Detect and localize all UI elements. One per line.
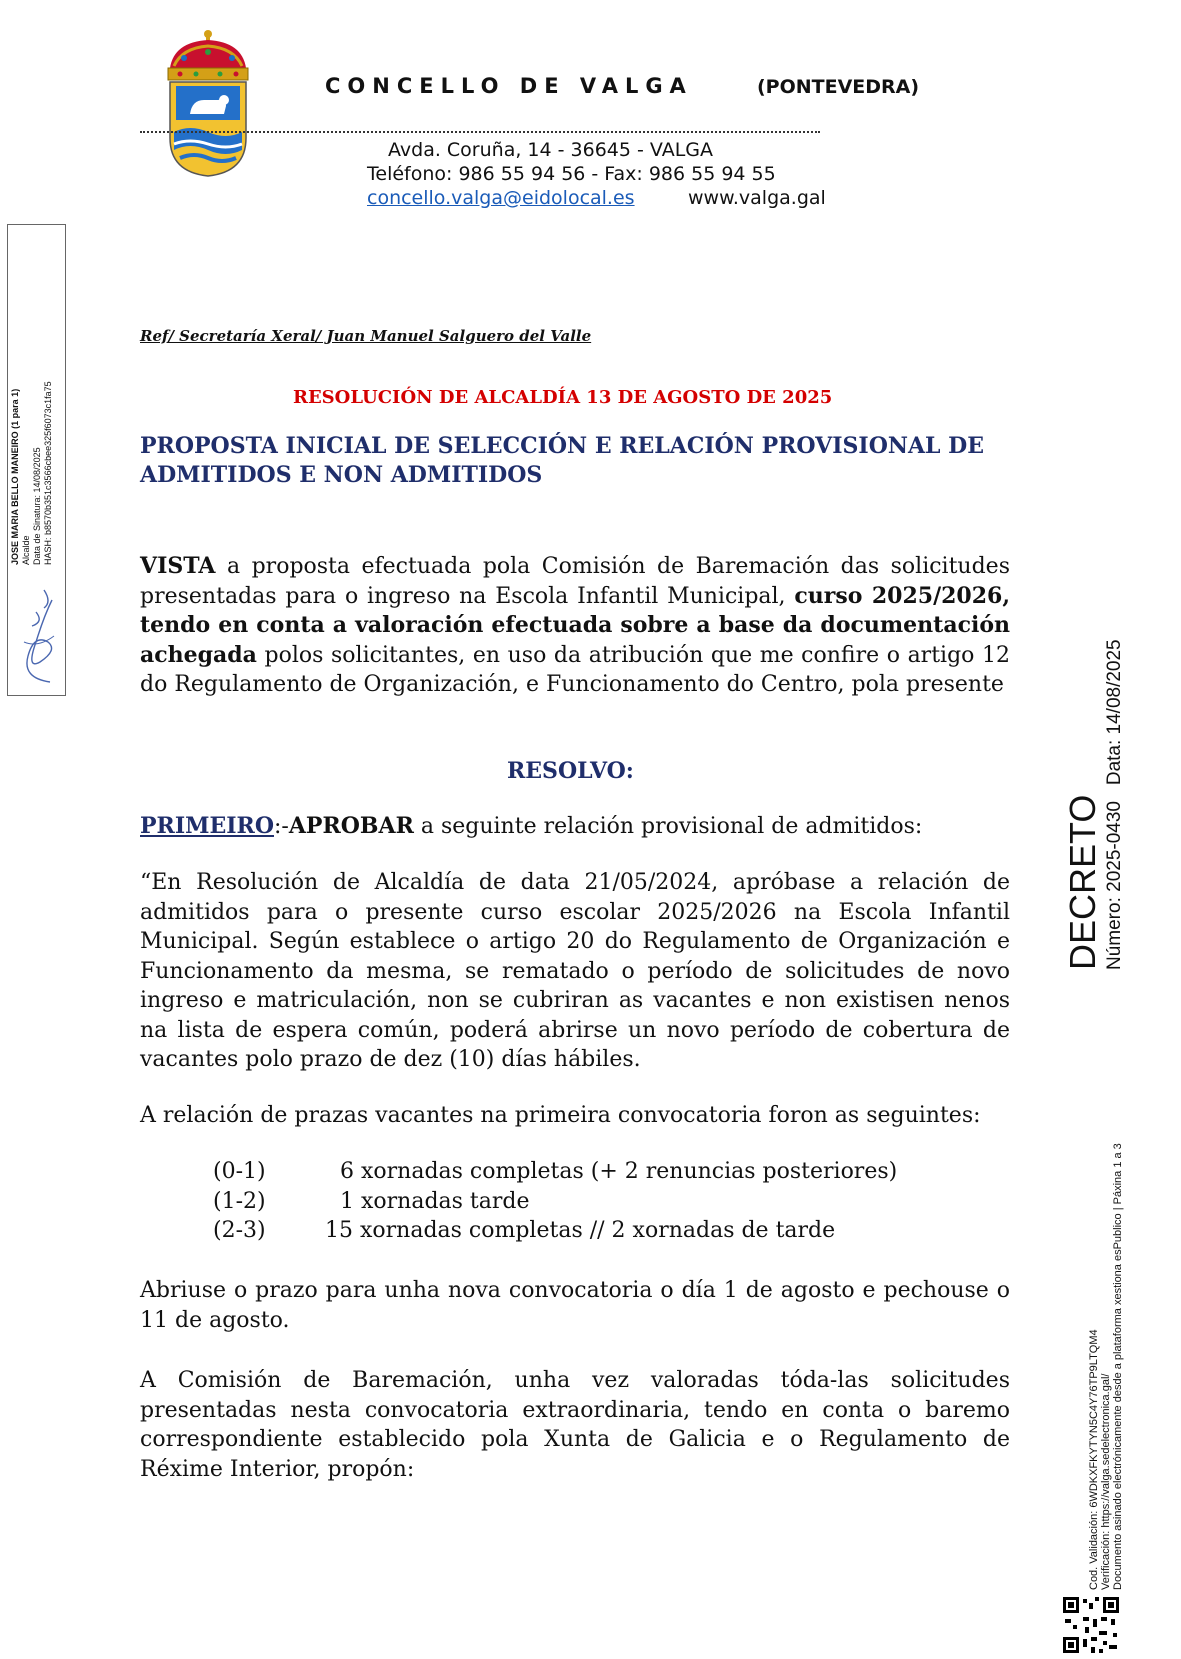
main-title: PROPOSTA INICIAL DE SELECCIÓN E RELACIÓN PROVISIONAL DE ADMITIDOS E NON ADMITIDOS xyxy=(140,433,985,488)
contact-website: www.valga.gal xyxy=(688,187,826,209)
paragraph-vacantes-intro: A relación de prazas vacantes na primeira convocatoria foron as seguintes: xyxy=(140,1103,981,1128)
signature-details xyxy=(10,335,54,565)
document-reference: Ref/ Secretaría Xeral/ Juan Manuel Salguero del Valle xyxy=(140,327,592,345)
org-province: (PONTEVEDRA) xyxy=(757,76,920,98)
paragraph-primeiro xyxy=(140,812,1010,842)
contact-email-link[interactable]: concello.valga@eidolocal.es xyxy=(367,187,635,209)
validation-info xyxy=(1088,1143,1124,1590)
signer-role: Alcalde xyxy=(21,535,31,565)
qr-code-image xyxy=(1061,1595,1121,1655)
contact-phone: Teléfono: 986 55 94 56 - Fax: 986 55 94 55 xyxy=(367,163,776,185)
decree-stamp xyxy=(1063,639,1127,970)
paragraph-vista xyxy=(140,552,1010,700)
primeiro-separator: :- xyxy=(273,814,289,839)
decree-number: Número: 2025-0430 xyxy=(1104,801,1125,970)
vacancy-age-1: (1-2) xyxy=(213,1189,266,1214)
primeiro-label: PRIMEIRO xyxy=(140,813,274,839)
vista-text-2: polos solicitantes, en uso da atribución que me confire o artigo 12 do Regulamento de Organización, e Funcionamento do Centro, pola presente xyxy=(140,642,1010,697)
org-name: CONCELLO DE VALGA xyxy=(325,74,693,98)
resolution-title: RESOLUCIÓN DE ALCALDÍA 13 DE AGOSTO DE 2025 xyxy=(293,387,833,408)
vista-text-1: a proposta efectuada pola Comisión de Baremación das solicitudes presentadas para o ingreso na Escola Infantil Municipal, xyxy=(140,554,1010,609)
decree-number-date xyxy=(1103,639,1127,970)
resolvo-heading: RESOLVO: xyxy=(507,758,634,784)
paragraph-comision: A Comisión de Baremación, unha vez valoradas tóda-las solicitudes presentadas nesta convocatoria extraordinaria, tendo en conta o baremo correspondiente establecido pola Xunta de Galicia e o Regulamento de Réxime Interior, propón: xyxy=(140,1368,1010,1482)
vista-bold-text: curso 2025/2026, tendo en conta a valoración efectuada sobre a base da documentación achegada xyxy=(140,582,1010,668)
primeiro-text: a seguinte relación provisional de admitidos: xyxy=(413,814,923,839)
vacancy-desc-1: 1 xornadas tarde xyxy=(340,1189,530,1214)
primeiro-verb: APROBAR xyxy=(288,813,414,839)
header-divider xyxy=(140,131,820,133)
signature-date: Data de Sinatura: 14/08/2025 xyxy=(32,447,42,565)
handwritten-signature-image xyxy=(14,582,62,690)
decree-date: Data: 14/08/2025 xyxy=(1104,639,1125,786)
validation-code: Cod. Validación: 6WDKXFKYTYN5C4Y76TP9LTQM4 xyxy=(1088,1329,1100,1590)
vista-keyword: VISTA xyxy=(140,553,216,579)
vacancy-desc-0: 6 xornadas completas (+ 2 renuncias posteriores) xyxy=(340,1159,898,1184)
validation-url: Verificación: https://valga.sedelectronica.gal/ xyxy=(1100,1373,1112,1590)
validation-note: Documento asinado electrónicamente desde a plataforma xestiona esPublico | Páxina 1 a 3 xyxy=(1112,1143,1124,1590)
contact-address: Avda. Coruña, 14 - 36645 - VALGA xyxy=(388,139,713,161)
signer-name: JOSE MARIA BELLO MANEIRO (1 para 1) xyxy=(10,388,20,565)
vacancy-age-0: (0-1) xyxy=(213,1159,266,1184)
paragraph-abriuse: Abriuse o prazo para unha nova convocatoria o día 1 de agosto e pechouse o 11 de agosto. xyxy=(140,1278,1010,1333)
vacancy-desc-2: 15 xornadas completas // 2 xornadas de tarde xyxy=(325,1218,836,1243)
vacancy-age-2: (2-3) xyxy=(213,1218,266,1243)
coat-of-arms-logo xyxy=(160,28,256,178)
signature-hash: HASH: b8570b351c3566cbee325f6073c1fa75 xyxy=(43,381,53,565)
decree-label: DECRETO xyxy=(1062,794,1103,970)
paragraph-quote: “En Resolución de Alcaldía de data 21/05/2024, apróbase a relación de admitidos para o presente curso escolar 2025/2026 na Escola Infantil Municipal. Según establece o artigo 20 do Regulamento de Organización e Funcionamento da mesma, se rematado o período de solicitudes de novo ingreso e matriculación, non se cubriran as vacantes e non existisen nenos na lista de espera común, poderá abrirse un novo período de cobertura de vacantes polo prazo de dez (10) días hábiles. xyxy=(140,870,1010,1072)
